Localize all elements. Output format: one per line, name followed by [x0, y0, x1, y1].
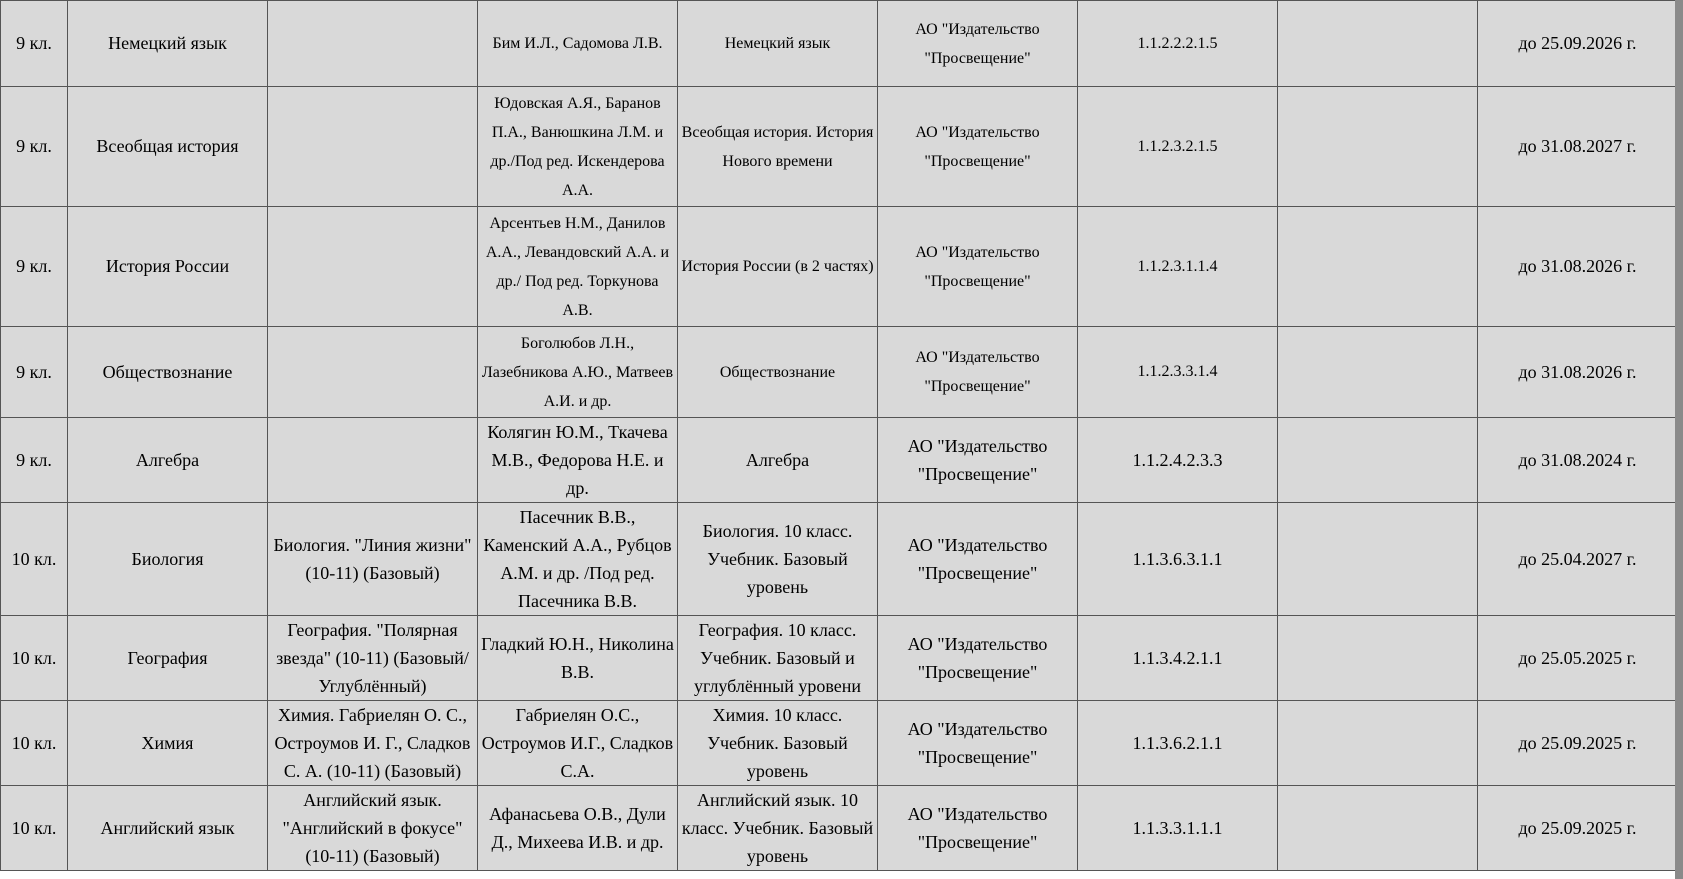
valid-until-cell: до 31.08.2027 г.: [1478, 87, 1678, 207]
authors-cell: Арсентьев Н.М., Данилов А.А., Левандовский А.А. и др./ Под ред. Торкунова А.В.: [478, 207, 678, 327]
authors-cell: Афанасьева О.В., Дули Д., Михеева И.В. и др.: [478, 786, 678, 871]
program-cell: [268, 1, 478, 87]
scrollbar-thumb[interactable]: [1675, 0, 1683, 879]
publisher-cell: АО "Издательство "Просвещение": [878, 1, 1078, 87]
extra-cell: [1278, 1, 1478, 87]
extra-cell: [1278, 786, 1478, 871]
publisher-cell: АО "Издательство "Просвещение": [878, 701, 1078, 786]
authors-cell: Габриелян О.С., Остроумов И.Г., Сладков С.А.: [478, 701, 678, 786]
extra-cell: [1278, 418, 1478, 503]
authors-cell: Колягин Ю.М., Ткачева М.В., Федорова Н.Е. и др.: [478, 418, 678, 503]
extra-cell: [1278, 616, 1478, 701]
table-row: [1, 418, 1683, 503]
subject-cell: Химия: [68, 701, 268, 786]
table-row: [1, 701, 1683, 786]
code-cell: 1.1.3.6.3.1.1: [1078, 503, 1278, 616]
program-cell: [268, 418, 478, 503]
table-row: [1, 786, 1683, 871]
title-cell: История России (в 2 частях): [678, 207, 878, 327]
program-cell: [268, 207, 478, 327]
code-cell: 1.1.2.4.2.3.3: [1078, 418, 1278, 503]
code-cell: 1.1.2.3.2.1.5: [1078, 87, 1278, 207]
title-cell: Немецкий язык: [678, 1, 878, 87]
subject-cell: Английский язык: [68, 786, 268, 871]
grade-cell: 9 кл.: [1, 207, 68, 327]
code-cell: 1.1.2.3.1.1.4: [1078, 207, 1278, 327]
valid-until-cell: до 31.08.2026 г.: [1478, 207, 1678, 327]
extra-cell: [1278, 207, 1478, 327]
subject-cell: Обществознание: [68, 327, 268, 418]
title-cell: Биология. 10 класс. Учебник. Базовый уровень: [678, 503, 878, 616]
valid-until-cell: до 31.08.2026 г.: [1478, 327, 1678, 418]
program-cell: [268, 87, 478, 207]
vertical-scrollbar[interactable]: [1675, 0, 1683, 879]
authors-cell: Гладкий Ю.Н., Николина В.В.: [478, 616, 678, 701]
authors-cell: Юдовская А.Я., Баранов П.А., Ванюшкина Л.М. и др./Под ред. Искендерова А.А.: [478, 87, 678, 207]
table-row: [1, 616, 1683, 701]
title-cell: Всеобщая история. История Нового времени: [678, 87, 878, 207]
publisher-cell: АО "Издательство "Просвещение": [878, 503, 1078, 616]
valid-until-cell: до 25.04.2027 г.: [1478, 503, 1678, 616]
table-body: [1, 1, 1683, 871]
grade-cell: 9 кл.: [1, 1, 68, 87]
publisher-cell: АО "Издательство "Просвещение": [878, 87, 1078, 207]
subject-cell: Биология: [68, 503, 268, 616]
authors-cell: Пасечник В.В., Каменский А.А., Рубцов А.М. и др. /Под ред. Пасечника В.В.: [478, 503, 678, 616]
publisher-cell: АО "Издательство "Просвещение": [878, 418, 1078, 503]
publisher-cell: АО "Издательство "Просвещение": [878, 616, 1078, 701]
table-row: [1, 1, 1683, 87]
code-cell: 1.1.3.3.1.1.1: [1078, 786, 1278, 871]
grade-cell: 10 кл.: [1, 503, 68, 616]
authors-cell: Бим И.Л., Садомова Л.В.: [478, 1, 678, 87]
table-row: [1, 207, 1683, 327]
subject-cell: Немецкий язык: [68, 1, 268, 87]
grade-cell: 10 кл.: [1, 786, 68, 871]
program-cell: Английский язык. "Английский в фокусе" (10-11) (Базовый): [268, 786, 478, 871]
extra-cell: [1278, 503, 1478, 616]
code-cell: 1.1.3.6.2.1.1: [1078, 701, 1278, 786]
title-cell: Алгебра: [678, 418, 878, 503]
title-cell: Английский язык. 10 класс. Учебник. Базовый уровень: [678, 786, 878, 871]
program-cell: Биология. "Линия жизни" (10-11) (Базовый): [268, 503, 478, 616]
table-row: [1, 327, 1683, 418]
subject-cell: Всеобщая история: [68, 87, 268, 207]
valid-until-cell: до 31.08.2024 г.: [1478, 418, 1678, 503]
title-cell: Обществознание: [678, 327, 878, 418]
grade-cell: 10 кл.: [1, 701, 68, 786]
title-cell: География. 10 класс. Учебник. Базовый и углублённый уровени: [678, 616, 878, 701]
grade-cell: 9 кл.: [1, 327, 68, 418]
publisher-cell: АО "Издательство "Просвещение": [878, 207, 1078, 327]
extra-cell: [1278, 327, 1478, 418]
grade-cell: 9 кл.: [1, 87, 68, 207]
program-cell: География. "Полярная звезда" (10-11) (Базовый/ Углублённый): [268, 616, 478, 701]
title-cell: Химия. 10 класс. Учебник. Базовый уровень: [678, 701, 878, 786]
extra-cell: [1278, 87, 1478, 207]
valid-until-cell: до 25.09.2025 г.: [1478, 701, 1678, 786]
program-cell: [268, 327, 478, 418]
publisher-cell: АО "Издательство "Просвещение": [878, 327, 1078, 418]
valid-until-cell: до 25.05.2025 г.: [1478, 616, 1678, 701]
table-row: [1, 503, 1683, 616]
grade-cell: 9 кл.: [1, 418, 68, 503]
subject-cell: История России: [68, 207, 268, 327]
publisher-cell: АО "Издательство "Просвещение": [878, 786, 1078, 871]
authors-cell: Боголюбов Л.Н., Лазебникова А.Ю., Матвеев А.И. и др.: [478, 327, 678, 418]
grade-cell: 10 кл.: [1, 616, 68, 701]
table-row: [1, 87, 1683, 207]
code-cell: 1.1.2.3.3.1.4: [1078, 327, 1278, 418]
extra-cell: [1278, 701, 1478, 786]
valid-until-cell: до 25.09.2025 г.: [1478, 786, 1678, 871]
subject-cell: Алгебра: [68, 418, 268, 503]
valid-until-cell: до 25.09.2026 г.: [1478, 1, 1678, 87]
code-cell: 1.1.2.2.2.1.5: [1078, 1, 1278, 87]
subject-cell: География: [68, 616, 268, 701]
code-cell: 1.1.3.4.2.1.1: [1078, 616, 1278, 701]
program-cell: Химия. Габриелян О. С., Остроумов И. Г., Сладков С. А. (10-11) (Базовый): [268, 701, 478, 786]
